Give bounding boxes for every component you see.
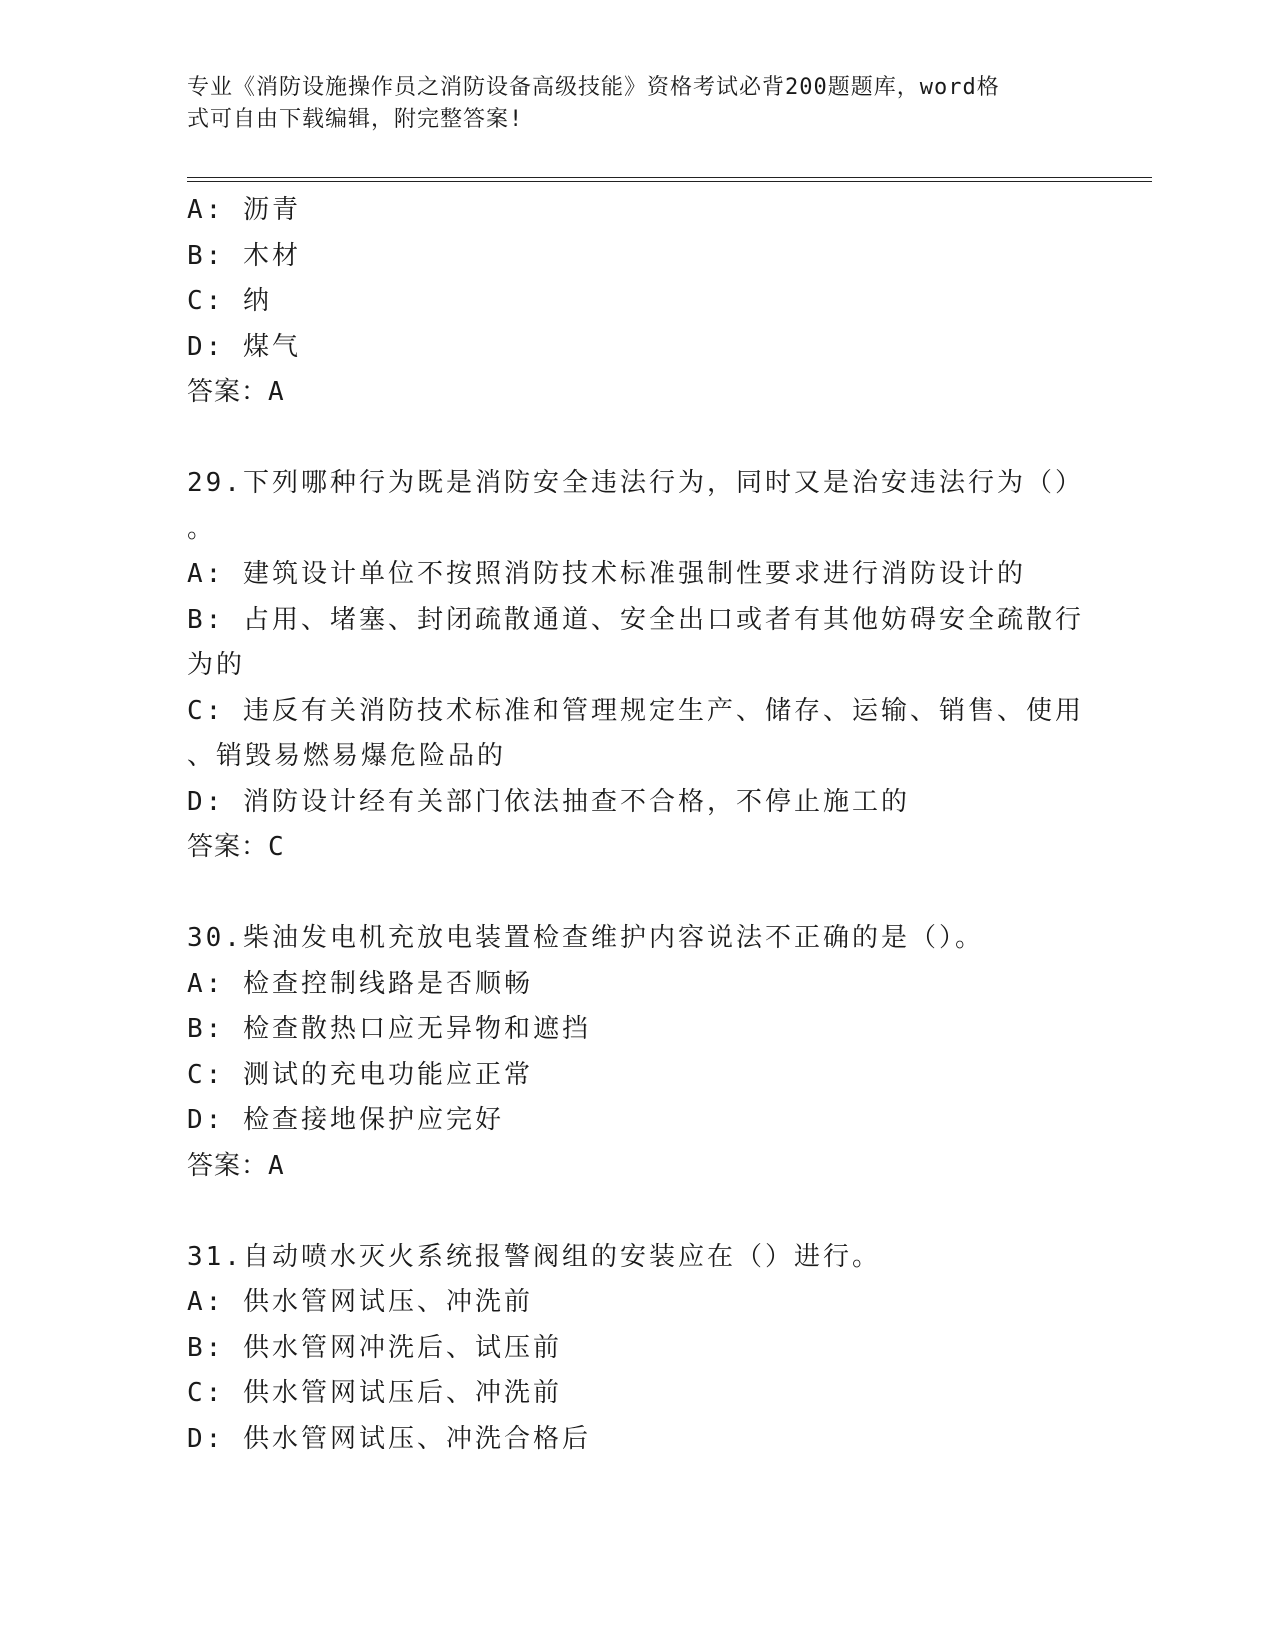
question-30 — [187, 916, 1087, 1189]
option-c: C: 供水管网试压后、冲洗前 — [187, 1378, 562, 1408]
question-stem: 29.下列哪种行为既是消防安全违法行为，同时又是治安违法行为（） — [187, 468, 1084, 498]
spacer — [187, 871, 1087, 917]
question-list — [187, 188, 1087, 1462]
option-d: D: 消防设计经有关部门依法抽查不合格，不停止施工的 — [187, 786, 910, 817]
option-b: B: 占用、堵塞、封闭疏散通道、安全出口或者有其他妨碍安全疏散行 — [187, 604, 1084, 635]
option-b: B: 检查散热口应无异物和遮挡 — [187, 1014, 591, 1044]
option-d: D: 煤气 — [187, 331, 301, 362]
header-divider-bottom — [187, 181, 1152, 182]
question-29 — [187, 461, 1087, 871]
question-28 — [187, 188, 1087, 416]
option-b: B: 供水管网冲洗后、试压前 — [187, 1332, 562, 1363]
answer-value: A — [268, 1150, 285, 1181]
option-c: C: 测试的充电功能应正常 — [187, 1059, 533, 1090]
option-c-continued: 、销毁易燃易爆危险品的 — [187, 741, 507, 771]
question-31 — [187, 1235, 1087, 1463]
document-header — [187, 72, 1067, 136]
answer-value: C — [268, 832, 285, 862]
answer-line — [187, 370, 1087, 416]
answer-line — [187, 825, 1087, 871]
answer-label: 答案： — [187, 377, 269, 407]
question-stem: 30.柴油发电机充放电装置检查维护内容说法不正确的是（）。 — [187, 923, 984, 953]
option-a: A: 建筑设计单位不按照消防技术标准强制性要求进行消防设计的 — [187, 559, 1026, 589]
option-d: D: 检查接地保护应完好 — [187, 1105, 504, 1135]
answer-line — [187, 1144, 1087, 1190]
header-line-2: 式可自由下载编辑，附完整答案! — [187, 107, 524, 132]
spacer — [187, 416, 1087, 462]
option-b-continued: 为的 — [187, 650, 246, 680]
question-stem: 31.自动喷水灭火系统报警阀组的安装应在（）进行。 — [187, 1241, 881, 1272]
question-stem-continued: 。 — [187, 513, 217, 544]
option-c: C: 纳 — [187, 286, 272, 316]
option-a: A: 检查控制线路是否顺畅 — [187, 968, 533, 999]
spacer — [187, 1189, 1087, 1235]
option-a: A: 沥青 — [187, 195, 301, 225]
answer-value: A — [268, 377, 285, 407]
header-divider-top — [187, 177, 1152, 178]
option-d: D: 供水管网试压、冲洗合格后 — [187, 1423, 591, 1454]
option-a: A: 供水管网试压、冲洗前 — [187, 1287, 533, 1317]
option-b: B: 木材 — [187, 240, 301, 271]
header-line-1: 专业《消防设施操作员之消防设备高级技能》资格考试必背200题题库，word格 — [187, 75, 1000, 100]
option-c: C: 违反有关消防技术标准和管理规定生产、储存、运输、销售、使用 — [187, 695, 1084, 726]
answer-label: 答案： — [187, 1150, 269, 1181]
answer-label: 答案： — [187, 832, 269, 862]
